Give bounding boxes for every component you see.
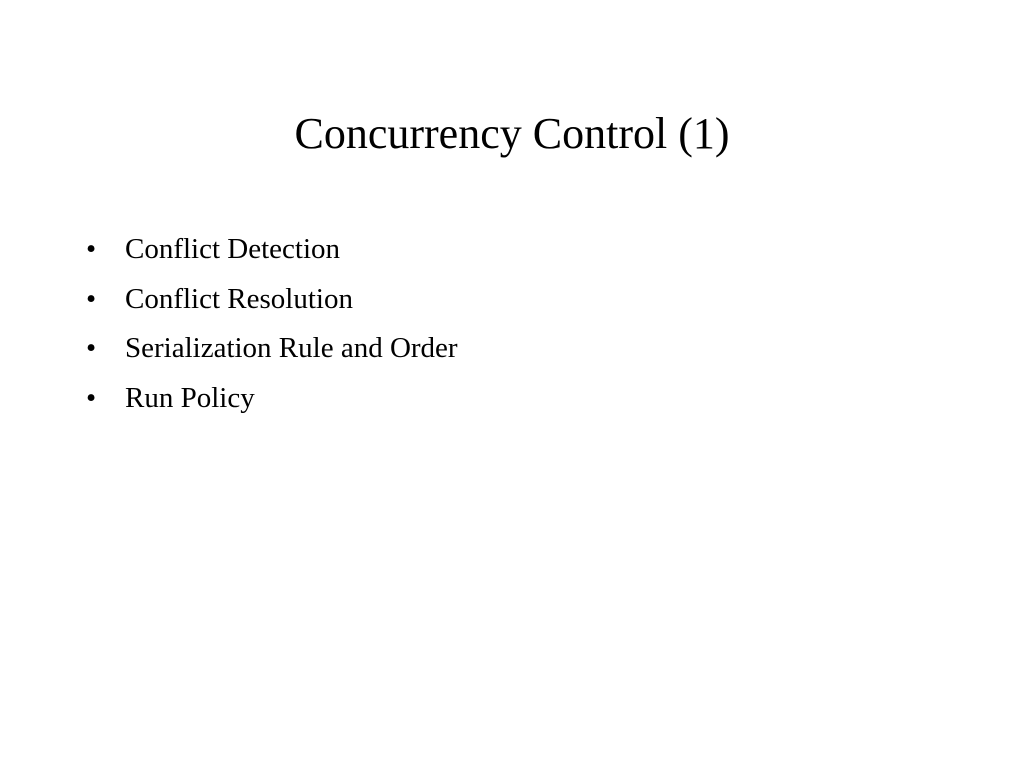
slide-title: Concurrency Control (1) (294, 109, 730, 158)
bullet-text: Run Policy (125, 382, 255, 415)
bullet-marker: • (86, 282, 97, 315)
bullet-marker: • (86, 382, 97, 415)
bullet-marker: • (86, 332, 97, 365)
bullet-marker: • (86, 233, 97, 265)
bullet-text: Conflict Resolution (125, 282, 353, 315)
bullet-text: Serialization Rule and Order (125, 332, 458, 365)
bullet-text: Conflict Detection (125, 233, 341, 265)
